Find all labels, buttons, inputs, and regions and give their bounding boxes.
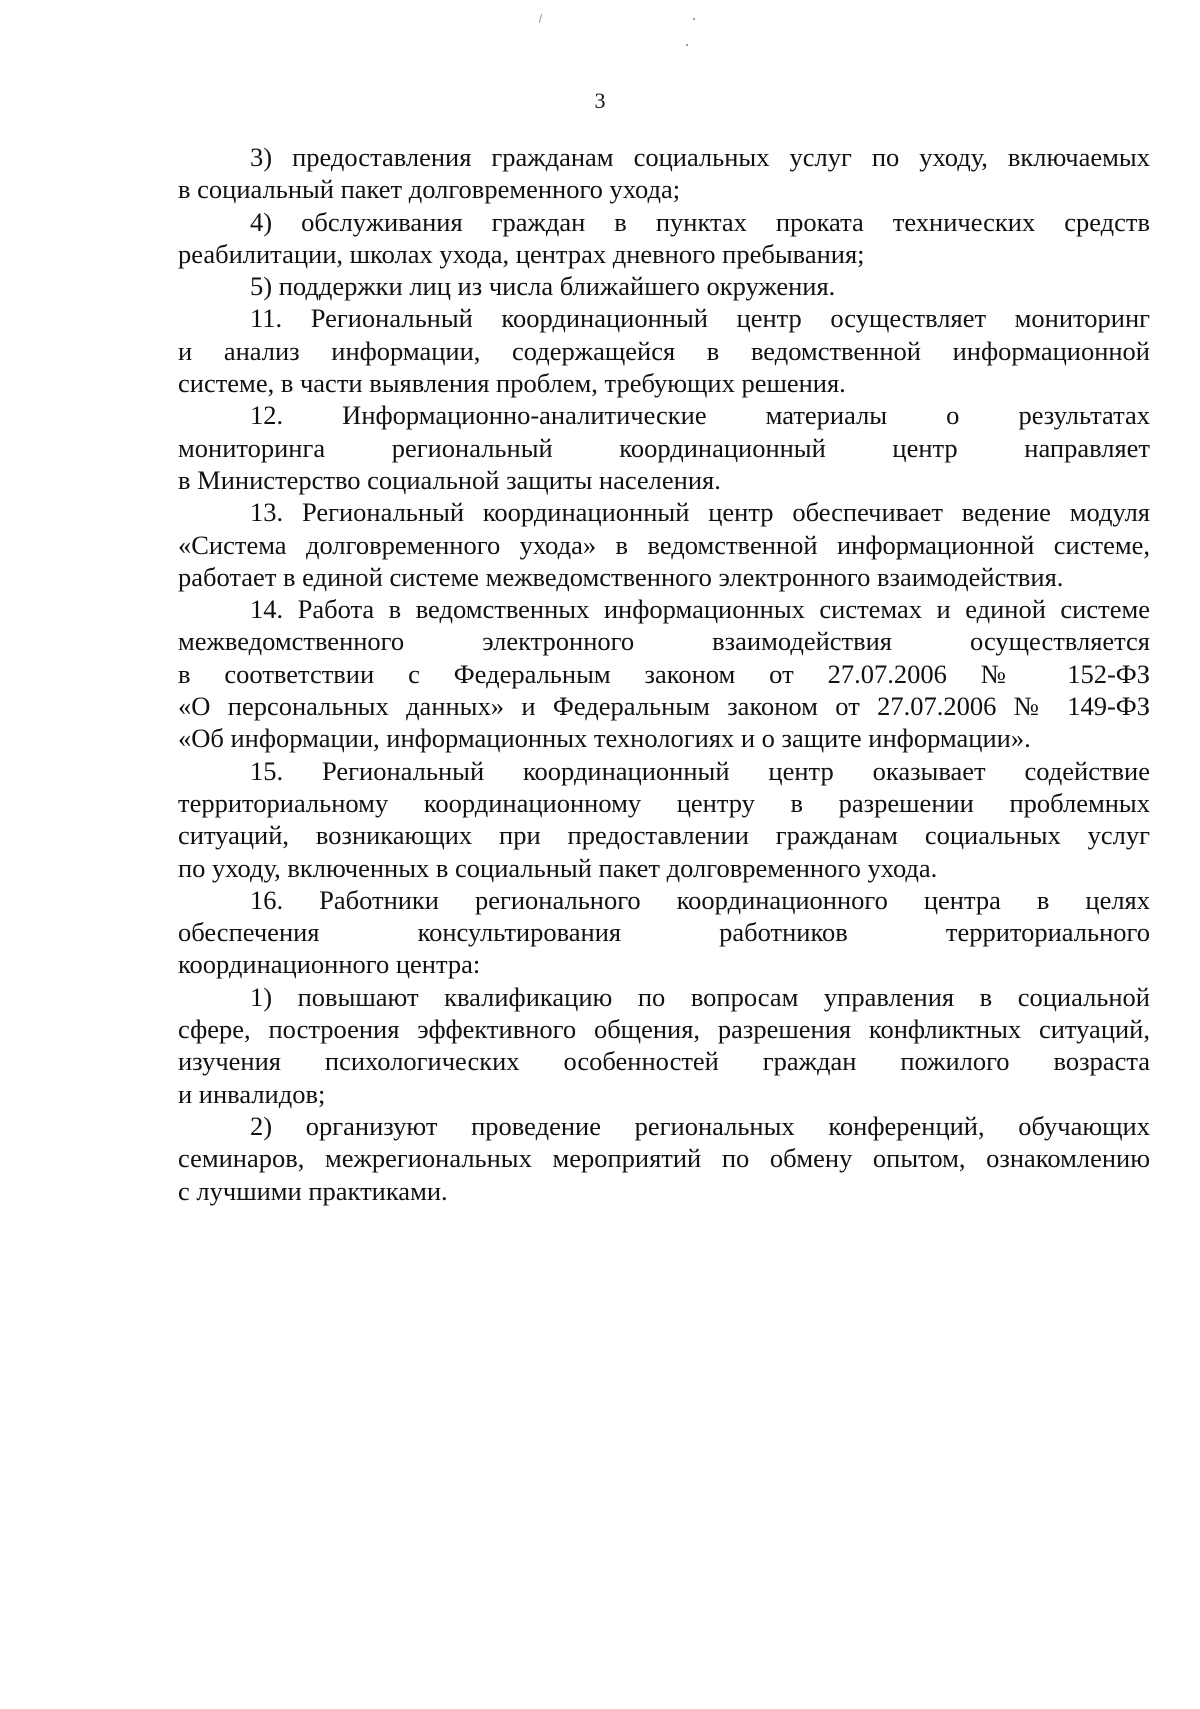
paragraph-line: 16. Работники регионального координационного центра в целях [250,884,1150,915]
paragraph-line: и инвалидов; [178,1078,326,1109]
paragraph-line: 1) повышают квалификацию по вопросам управления в социальной [250,981,1150,1012]
paragraph-line: обеспечения консультирования работников территориального [178,917,1150,948]
document-body [178,141,1150,1207]
scan-artifact [539,14,542,23]
paragraph-line: 2) организуют проведение региональных конференций, обучающих [250,1110,1150,1141]
paragraph-line: территориальному координационному центру в разрешении проблемных [178,787,1150,818]
paragraph-line: межведомственного электронного взаимодействия осуществляется [178,626,1150,657]
paragraph-line: в социальный пакет долговременного ухода; [178,174,681,205]
paragraph [178,981,1150,1110]
paragraph-line: 14. Работа в ведомственных информационных системах и единой системе [250,594,1150,625]
scan-artifact [693,18,695,20]
paragraph [178,496,1150,593]
page-number: 3 [594,88,606,113]
paragraph-line: 13. Региональный координационный центр обеспечивает ведение модуля [250,497,1150,528]
paragraph-line: сфере, построения эффективного общения, разрешения конфликтных ситуаций, [178,1014,1150,1045]
paragraph [178,302,1150,399]
paragraph-line: по уходу, включенных в социальный пакет долговременного ухода. [178,852,938,883]
paragraph-line: и анализ информации, содержащейся в ведомственной информационной [178,335,1150,366]
paragraph [178,884,1150,981]
paragraph-line: мониторинга региональный координационный центр направляет [178,432,1150,463]
paragraph-line: 15. Региональный координационный центр оказывает содействие [250,755,1150,786]
paragraph [178,141,1150,206]
paragraph-line: семинаров, межрегиональных мероприятий по обмену опытом, ознакомлению [178,1143,1150,1174]
paragraph-line: «Система долговременного ухода» в ведомственной информационной системе, [178,529,1150,560]
paragraph-line: изучения психологических особенностей граждан пожилого возраста [178,1046,1150,1077]
paragraph-line: в Министерство социальной защиты населения. [178,464,721,495]
paragraph [178,1110,1150,1207]
paragraph-line: в соответствии с Федеральным законом от 27.07.2006 № 152-ФЗ [178,658,1150,689]
paragraph-line: 4) обслуживания граждан в пунктах проката технических средств [250,206,1150,237]
paragraph-line: «Об информации, информационных технологиях и о защите информации». [178,723,1031,754]
paragraph-line: 3) предоставления гражданам социальных услуг по уходу, включаемых [250,142,1150,172]
paragraph [178,206,1150,271]
paragraph-line: координационного центра: [178,949,481,980]
paragraph [178,270,1150,302]
paragraph-line: с лучшими практиками. [178,1175,448,1206]
paragraph [178,755,1150,884]
paragraph-line: ситуаций, возникающих при предоставлении гражданам социальных услуг [178,820,1150,851]
scan-artifact [686,44,688,46]
paragraph-line: системе, в части выявления проблем, требующих решения. [178,368,846,399]
paragraph-line: 11. Региональный координационный центр осуществляет мониторинг [250,303,1150,334]
paragraph-line: реабилитации, школах ухода, центрах дневного пребывания; [178,238,865,269]
paragraph-line: 5) поддержки лиц из числа ближайшего окружения. [250,271,836,302]
paragraph [178,593,1150,754]
paragraph-line: 12. Информационно-аналитические материалы о результатах [250,400,1150,431]
paragraph-line: «О персональных данных» и Федеральным законом от 27.07.2006 № 149-ФЗ [178,691,1150,722]
paragraph [178,399,1150,496]
paragraph-line: работает в единой системе межведомственного электронного взаимодействия. [178,561,1064,592]
